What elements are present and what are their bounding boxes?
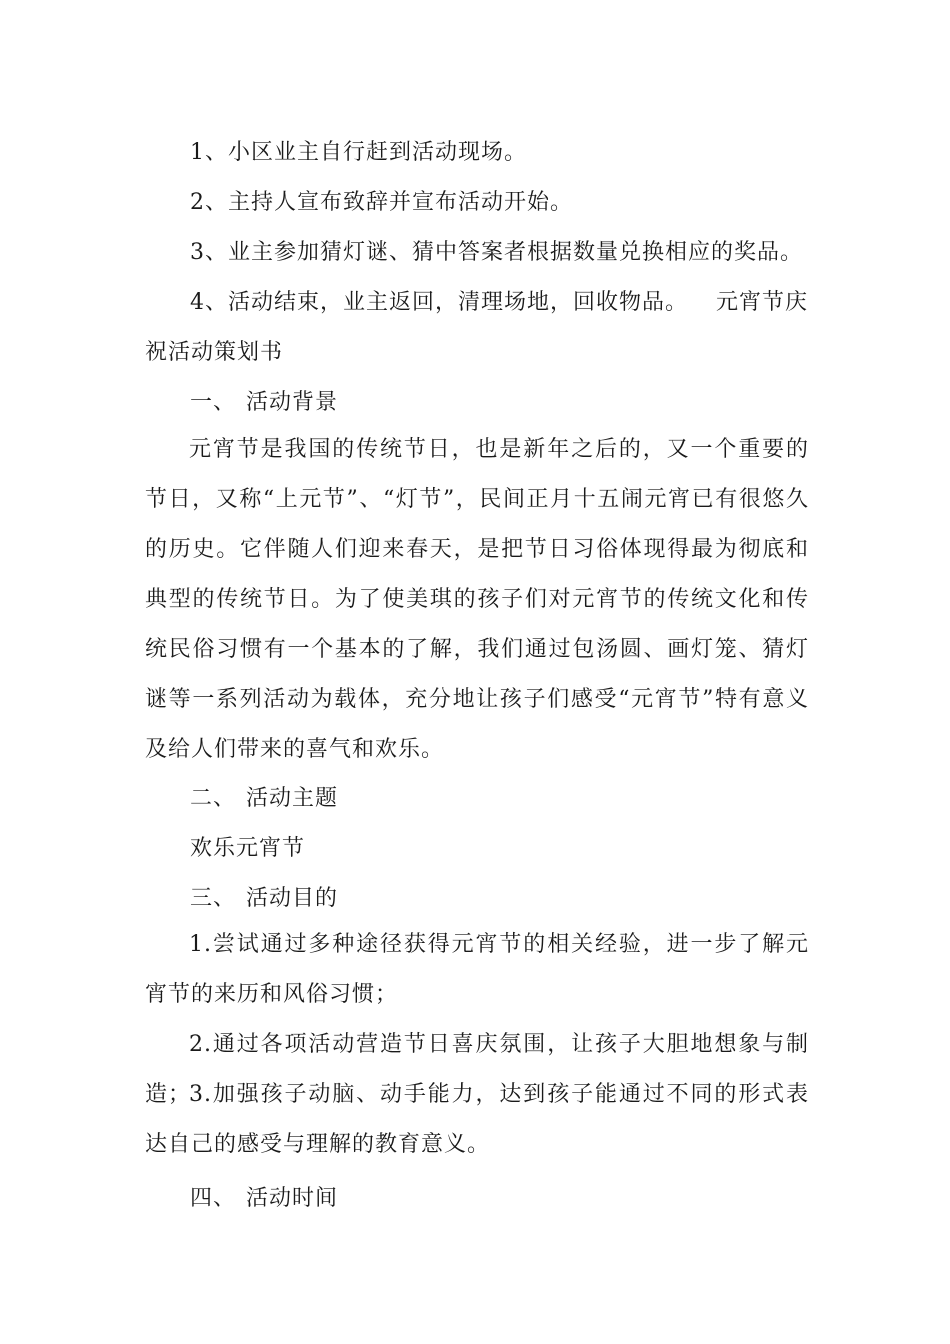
- theme-text: 欢乐元宵节: [190, 836, 306, 861]
- step-3: 3、业主参加猜灯谜、猜中答案者根据数量兑换相应的奖品。: [190, 240, 803, 265]
- section-heading-theme: [190, 784, 338, 814]
- section-title: 活动背景: [246, 390, 339, 415]
- section-number: 一、: [190, 390, 237, 415]
- section-heading-background: [190, 388, 338, 418]
- goal-1: 1.尝试通过多种途径获得元宵节的相关经验，进一步了解元宵节的来历和风俗习惯；: [145, 932, 809, 1007]
- section-number: 四、: [190, 1186, 237, 1211]
- background-paragraph: 元宵节是我国的传统节日，也是新年之后的，又一个重要的节日，又称“上元节”、“灯节”，民间正月十五闹元宵已有很悠久的历史。它伴随人们迎来春天，是把节日习俗体现得最为彻底和典型的传统节日。为了使美琪的孩子们对元宵节的传统文化和传统民俗习惯有一个基本的了解，我们通过包汤圆、画灯笼、猜灯谜等一系列活动为载体，充分地让孩子们感受“元宵节”特有意义及给人们带来的喜气和欢乐。: [145, 437, 809, 762]
- goal-2: 2.通过各项活动营造节日喜庆氛围，让孩子大胆地想象与制造；: [145, 1032, 809, 1107]
- section-title: 活动目的: [246, 886, 339, 911]
- section-number: 二、: [190, 786, 237, 811]
- step-4: 4、活动结束，业主返回，清理场地，回收物品。: [190, 290, 688, 315]
- doc-title-part2: 祝活动策划书: [145, 340, 284, 365]
- doc-title-part1: 元宵节庆: [716, 290, 809, 315]
- step-2: 2、主持人宣布致辞并宣布活动开始。: [190, 190, 573, 215]
- section-number: 三、: [190, 886, 237, 911]
- step-1: 1、小区业主自行赶到活动现场。: [190, 140, 527, 165]
- section-heading-goals: [190, 884, 338, 914]
- section-heading-time: [190, 1184, 338, 1214]
- goal-3: 3.加强孩子动脑、动手能力，达到孩子能通过不同的形式表达自己的感受与理解的教育意义。: [145, 1082, 809, 1157]
- section-title: 活动时间: [246, 1186, 339, 1211]
- section-title: 活动主题: [246, 786, 339, 811]
